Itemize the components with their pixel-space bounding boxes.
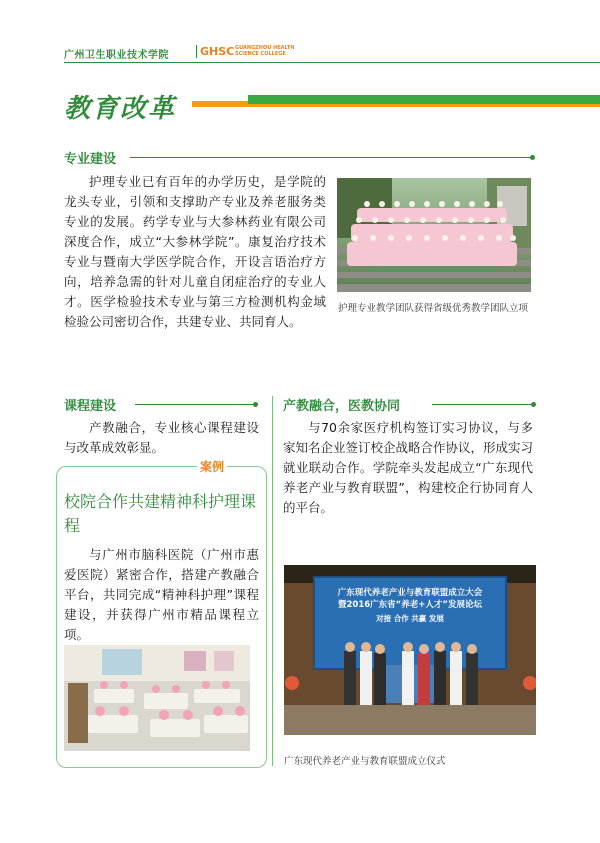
integration-heading-dot: [531, 402, 536, 407]
header-divider: [196, 45, 197, 58]
case-tag: 案例: [197, 458, 227, 475]
column-divider: [272, 396, 273, 766]
header-school-name: 广州卫生职业技术学院: [64, 50, 169, 61]
title-accent-green: [248, 95, 600, 104]
course-heading-dot: [253, 402, 258, 407]
major-heading-dot: [530, 155, 535, 160]
nursing-team-photo: [337, 178, 531, 292]
integration-heading-rule: [432, 404, 532, 405]
header-rule: [64, 62, 600, 63]
integration-photo-caption: 广东现代养老产业与教育联盟成立仪式: [284, 756, 446, 767]
banner-line-2: 暨2016广东省“养老+人才”发展论坛: [338, 600, 482, 610]
course-heading-rule: [135, 404, 253, 405]
major-heading: 专业建设: [64, 152, 117, 167]
alliance-ceremony-photo: [284, 565, 536, 735]
header-en-line-2: SCIENCE COLLEGE: [235, 51, 286, 57]
case-title: 校院合作共建精神科护理课程: [64, 492, 257, 535]
major-text: 护理专业已有百年的办学历史，是学院的龙头专业，引领和支撑助产专业及养老服务类专业的发展。药学专业与大参林药业有限公司深度合作，成立“大参林学院”。康复治疗技术专业与暨南大学医学院合作，开设言语治疗方向，培养急需的针对儿童自闭症治疗的专业人才。医学检验技术专业与第三方检测机构金域检验公司密切合作，共建专业、共同育人。: [64, 174, 326, 329]
major-photo-caption: 护理专业教学团队获得省级优秀教学团队立项: [338, 303, 529, 314]
major-heading-rule: [130, 157, 530, 158]
course-text: 产教融合，专业核心课程建设与改革成效彰显。: [64, 420, 259, 455]
case-text: 与广州市脑科医院（广州市惠爱医院）紧密合作，搭建产教融合平台，共同完成“精神科护理”课程建设，并获得广州市精品课程立项。: [64, 547, 259, 642]
banner-line-1: 广东现代养老产业与教育联盟成立大会: [337, 588, 483, 598]
classroom-photo: [64, 645, 250, 751]
alliance-banner: [314, 587, 506, 625]
page-title: 教育改革: [64, 94, 177, 124]
integration-heading: 产教融合，医教协同: [283, 399, 401, 414]
banner-line-3: 对接 合作 共赢 发展: [376, 614, 444, 623]
integration-text: 与70余家医疗机构签订实习协议，与多家知名企业签订校企战略合作协议，形成实习就业联动合作。学院牵头发起成立“广东现代养老产业与教育联盟”，构建校企行协同育人的平台。: [283, 420, 534, 515]
header-school-name-en: [235, 45, 294, 57]
course-heading: 课程建设: [64, 399, 117, 414]
school-logo: GHSC: [200, 45, 235, 58]
header-en-line-1: GUANGZHOU HEALTH: [235, 45, 295, 51]
